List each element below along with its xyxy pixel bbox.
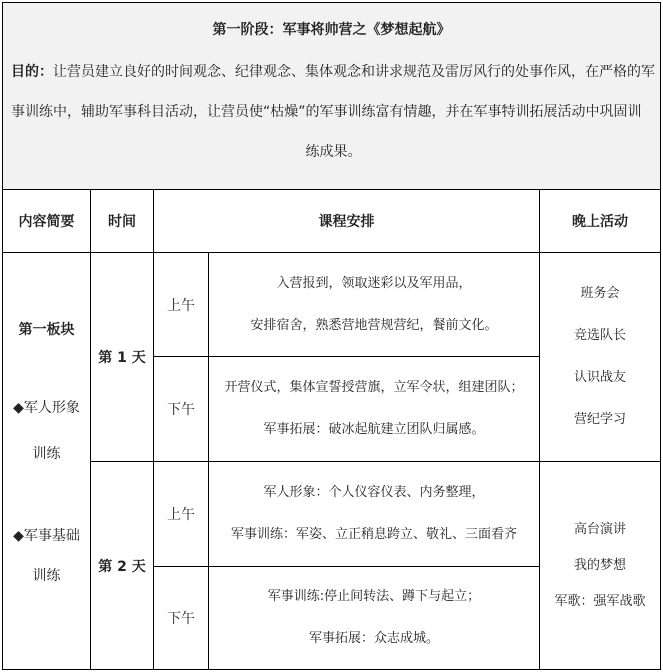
day-1-period-morning: 上午	[153, 252, 209, 357]
day-2-period-afternoon: 下午	[153, 566, 209, 670]
day-2-morning-line-1: 军人形象：个人仪容仪表、内务整理，	[263, 485, 485, 500]
day-1-afternoon-line-2: 军事拓展：破冰起航建立团队归属感。	[263, 422, 485, 437]
day-2-label: 第 2 天	[90, 461, 154, 670]
column-header-evening: 晚上活动	[539, 189, 661, 253]
day-1-evening-item-3: 认识战友	[573, 370, 626, 385]
day-2-afternoon-line-1: 军事训练:停止间转法、蹲下与起立；	[267, 589, 481, 604]
section-item-1-line2: 训练	[32, 446, 61, 462]
day-2-afternoon-schedule	[208, 566, 540, 670]
purpose-label: 目的：	[11, 64, 53, 80]
purpose-line-3: 练成果。	[305, 144, 362, 160]
day-1-morning-line-2: 安排宿舍，熟悉营地营规营纪，餐前文化。	[250, 317, 498, 333]
day-1-evening-item-1: 班务会	[580, 286, 620, 301]
day-2-evening	[539, 461, 661, 670]
section-item-2-line1: ◆军事基础	[13, 528, 80, 544]
purpose-line-1: 让营员建立良好的时间观念、纪律观念、集体观念和讲求规范及雷厉风行的处事作风，在严格的军	[53, 64, 655, 80]
section-title: 第一板块	[18, 322, 75, 338]
day-1-evening-item-4: 营纪学习	[573, 412, 626, 427]
stage-title: 第一阶段：军事将帅营之《梦想起航》	[212, 22, 451, 38]
purpose-text	[11, 59, 656, 179]
section-item-1	[3, 398, 90, 464]
section-item-1-line1: ◆军人形象	[13, 400, 80, 416]
day-1-evening	[539, 252, 661, 462]
day-1-afternoon-line-1: 开营仪式，集体宣誓授营旗，立军令状，组建团队；	[224, 380, 524, 395]
day-2-period-morning: 上午	[153, 461, 209, 567]
column-header-time: 时间	[90, 189, 154, 253]
day-2-morning-schedule	[208, 461, 540, 567]
day-2-evening-item-1: 高台演讲	[573, 521, 626, 537]
day-1-afternoon-schedule	[208, 356, 540, 462]
day-1-label: 第 1 天	[90, 252, 154, 462]
header-block	[2, 2, 661, 190]
day-1-evening-item-2: 竞选队长	[573, 328, 626, 343]
day-2-evening-item-2: 我的梦想	[573, 557, 626, 573]
column-header-schedule: 课程安排	[153, 189, 540, 253]
purpose-line-2: 事训练中，辅助军事科目活动，让营员使“枯燥”的军事训练富有情趣，并在军事特训拓展活动中巩固训	[11, 104, 642, 120]
section-summary	[2, 252, 91, 670]
day-2-evening-item-3: 军歌：强军战歌	[554, 593, 646, 609]
day-2-morning-line-2: 军事训练：军姿、立正稍息跨立、敬礼、三面看齐	[230, 527, 517, 542]
column-header-content: 内容简要	[2, 189, 91, 253]
day-1-period-afternoon: 下午	[153, 356, 209, 462]
section-item-2	[3, 526, 90, 586]
section-item-2-line2: 训练	[32, 568, 61, 584]
day-1-morning-schedule	[208, 252, 540, 357]
day-2-afternoon-line-2: 军事拓展：众志成城。	[308, 631, 439, 646]
day-1-morning-line-1: 入营报到，领取迷彩以及军用品，	[276, 275, 472, 291]
